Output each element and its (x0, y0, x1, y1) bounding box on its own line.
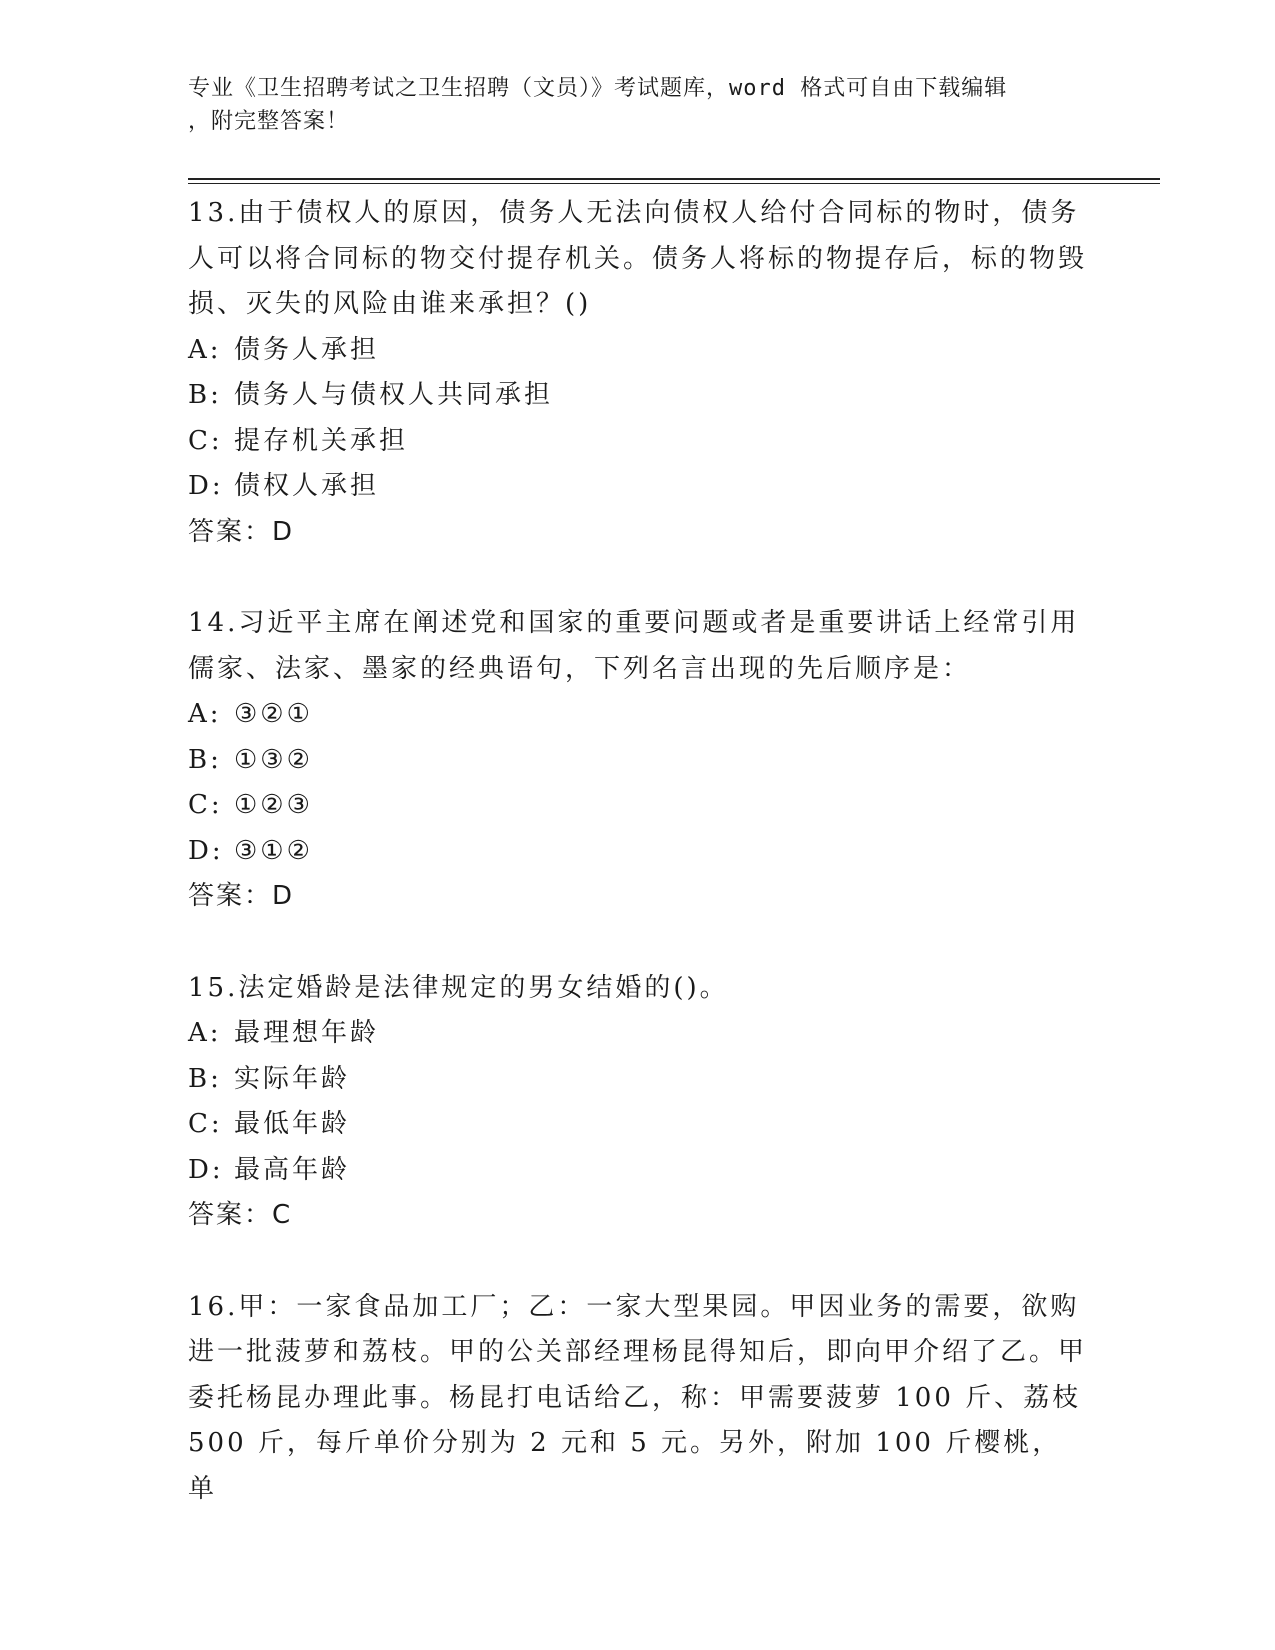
option-text: 债务人与债权人共同承担 (234, 380, 554, 410)
option-key: A: (188, 334, 222, 365)
option-key: A: (188, 1018, 222, 1048)
option-d (188, 829, 1088, 875)
question-14 (188, 601, 1088, 920)
question-16 (188, 1285, 1088, 1513)
option-a (188, 328, 1088, 374)
option-b (188, 373, 1088, 419)
option-key: D: (188, 1154, 224, 1185)
option-text: ③①② (234, 835, 313, 866)
option-text: ③②① (234, 699, 313, 729)
header-line-1: 专业《卫生招聘考试之卫生招聘（文员）》考试题库，word 格式可自由下载编辑 (188, 76, 1008, 101)
option-c (188, 783, 1088, 829)
option-d (188, 1148, 1088, 1194)
option-key: B: (188, 744, 222, 775)
option-text: 提存机关承担 (234, 425, 409, 456)
question-stem: 13.由于债权人的原因，债务人无法向债权人给付合同标的物时，债务人可以将合同标的物交付提存机关。债务人将标的物提存后，标的物毁损、灭失的风险由谁来承担？() (188, 198, 1088, 319)
option-b (188, 1057, 1088, 1103)
option-a (188, 692, 1088, 738)
option-text: ①③② (234, 744, 313, 775)
option-key: A: (188, 699, 222, 729)
answer-line: 答案：D (188, 516, 295, 547)
option-c (188, 1102, 1088, 1148)
option-text: ①②③ (234, 790, 313, 820)
option-key: C: (188, 1109, 223, 1139)
option-text: 实际年龄 (234, 1063, 351, 1094)
option-b (188, 738, 1088, 784)
option-c (188, 419, 1088, 465)
option-key: B: (188, 380, 222, 410)
option-a (188, 1011, 1088, 1057)
option-text: 最理想年龄 (234, 1018, 380, 1048)
header-divider-thick (188, 178, 1160, 180)
option-key: D: (188, 471, 224, 501)
option-key: C: (188, 425, 223, 456)
header-line-2: ，附完整答案！ (188, 109, 350, 134)
question-stem: 16.甲：一家食品加工厂；乙：一家大型果园。甲因业务的需要，欲购进一批菠萝和荔枝。甲的公关部经理杨昆得知后，即向甲介绍了乙。甲委托杨昆办理此事。杨昆打电话给乙，称：甲需要菠萝 100 斤、荔枝 500 斤，每斤单价分别为 2 元和 5 元。另外，附加 100 斤樱桃，单 (188, 1291, 1088, 1504)
option-text: 债务人承担 (234, 334, 380, 365)
option-key: D: (188, 835, 224, 866)
question-15 (188, 966, 1088, 1239)
option-text: 债权人承担 (234, 471, 380, 501)
option-text: 最高年龄 (234, 1154, 351, 1185)
answer-line: 答案：D (188, 881, 295, 911)
question-list (188, 191, 1088, 1558)
option-text: 最低年龄 (234, 1109, 351, 1139)
option-key: B: (188, 1063, 222, 1094)
question-stem: 15.法定婚龄是法律规定的男女结婚的()。 (188, 972, 729, 1003)
answer-line: 答案：C (188, 1200, 293, 1230)
question-stem: 14.习近平主席在阐述党和国家的重要问题或者是重要讲话上经常引用儒家、法家、墨家的经典语句，下列名言出现的先后顺序是： (188, 608, 1080, 684)
option-key: C: (188, 790, 223, 820)
option-d (188, 464, 1088, 510)
question-13 (188, 191, 1088, 555)
document-header (188, 72, 1088, 138)
header-divider-thin (188, 183, 1160, 184)
